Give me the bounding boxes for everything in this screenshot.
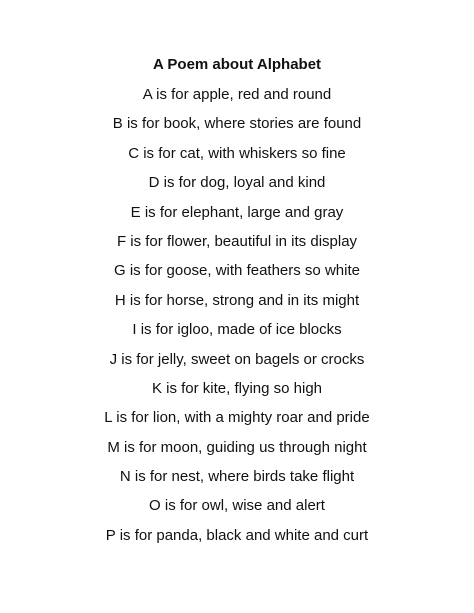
poem-line: B is for book, where stories are found — [112, 115, 362, 133]
poem-line: I is for igloo, made of ice blocks — [132, 321, 342, 339]
poem-line: H is for horse, strong and in its might — [114, 291, 360, 309]
poem-line: D is for dog, loyal and kind — [148, 174, 326, 192]
poem-line: J is for jelly, sweet on bagels or crocks — [109, 350, 365, 368]
poem-line: L is for lion, with a mighty roar and pride — [104, 409, 370, 427]
poem-line: K is for kite, flying so high — [151, 379, 323, 397]
poem-title: A Poem about Alphabet — [152, 56, 322, 73]
poem-line: N is for nest, where birds take flight — [119, 468, 355, 486]
poem-body — [0, 85, 474, 555]
poem-line: O is for owl, wise and alert — [149, 497, 325, 515]
poem-line: C is for cat, with whiskers so fine — [128, 144, 346, 162]
poem-line: P is for panda, black and white and curt — [105, 526, 369, 544]
poem-line: G is for goose, with feathers so white — [114, 262, 360, 280]
poem-line: A is for apple, red and round — [142, 86, 332, 103]
poem-line: E is for elephant, large and gray — [130, 203, 344, 221]
poem-line: F is for flower, beautiful in its display — [116, 232, 358, 250]
poem-line: M is for moon, guiding us through night — [107, 438, 367, 456]
